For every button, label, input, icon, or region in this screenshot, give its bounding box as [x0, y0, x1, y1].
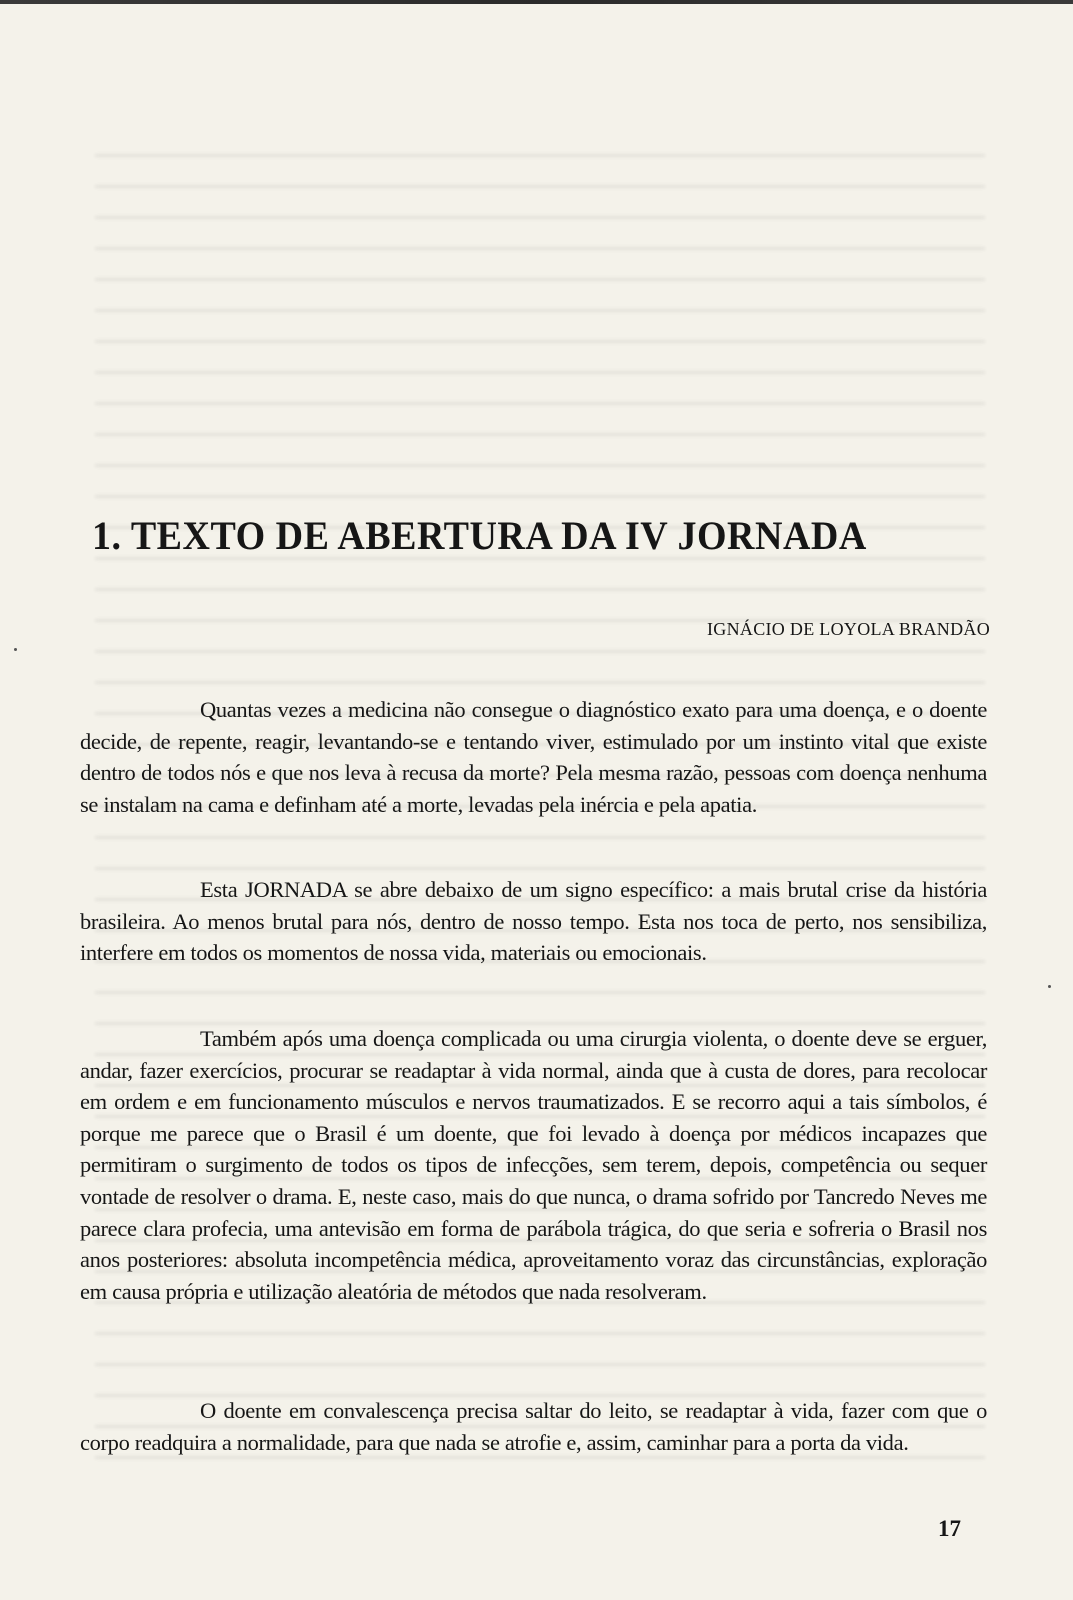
paragraph: Também após uma doença complicada ou uma cirurgia violenta, o doente deve se erguer, andar, fazer exercícios, procurar se readaptar à vida normal, ainda que à custa de dores, para recolocar em ordem e em funcionamento músculos e nervos traumatizados. E se recorro aqui a tais símbolos, é porque me parece que o Brasil é um doente, que foi levado à doença por médicos incapazes que permitiram o surgimento de todos os tipos de infecções, sem terem, depois, competência ou sequer vontade de resolver o drama. E, neste caso, mais do que nunca, o drama sofrido por Tancredo Neves me parece clara profecia, uma antevisão em forma de parábola trágica, do que seria e sofreria o Brasil nos anos posteriores: absoluta incompetência médica, aproveitamento voraz das circunstâncias, exploração em causa própria e utilização aleatória de métodos que nada resolveram. [80, 1026, 987, 1304]
page-number: 17 [938, 1516, 961, 1541]
chapter-title: 1. TEXTO DE ABERTURA DA IV JORNADA [92, 514, 867, 559]
scan-speck [1048, 985, 1051, 988]
author-name: IGNÁCIO DE LOYOLA BRANDÃO [707, 619, 990, 639]
paragraph: O doente em convalescença precisa saltar do leito, se readaptar à vida, fazer com que o corpo readquira a normalidade, para que nada se atrofie e, assim, caminhar para a porta da vida. [80, 1398, 987, 1455]
paragraph: Esta JORNADA se abre debaixo de um signo específico: a mais brutal crise da história brasileira. Ao menos brutal para nós, dentro de nosso tempo. Esta nos toca de perto, nos sensibiliza, interfere em todos os momentos de nossa vida, materiais ou emocionais. [80, 877, 987, 966]
scan-speck [14, 648, 17, 651]
paragraph: Quantas vezes a medicina não consegue o diagnóstico exato para uma doença, e o doente decide, de repente, reagir, levantando-se e tentando viver, estimulado por um instinto vital que existe dentro de todos nós e que nos leva à recusa da morte? Pela mesma razão, pessoas com doença nenhuma se instalam na cama e definham até a morte, levadas pela inércia e pela apatia. [80, 697, 987, 817]
scan-top-edge [0, 0, 1073, 4]
